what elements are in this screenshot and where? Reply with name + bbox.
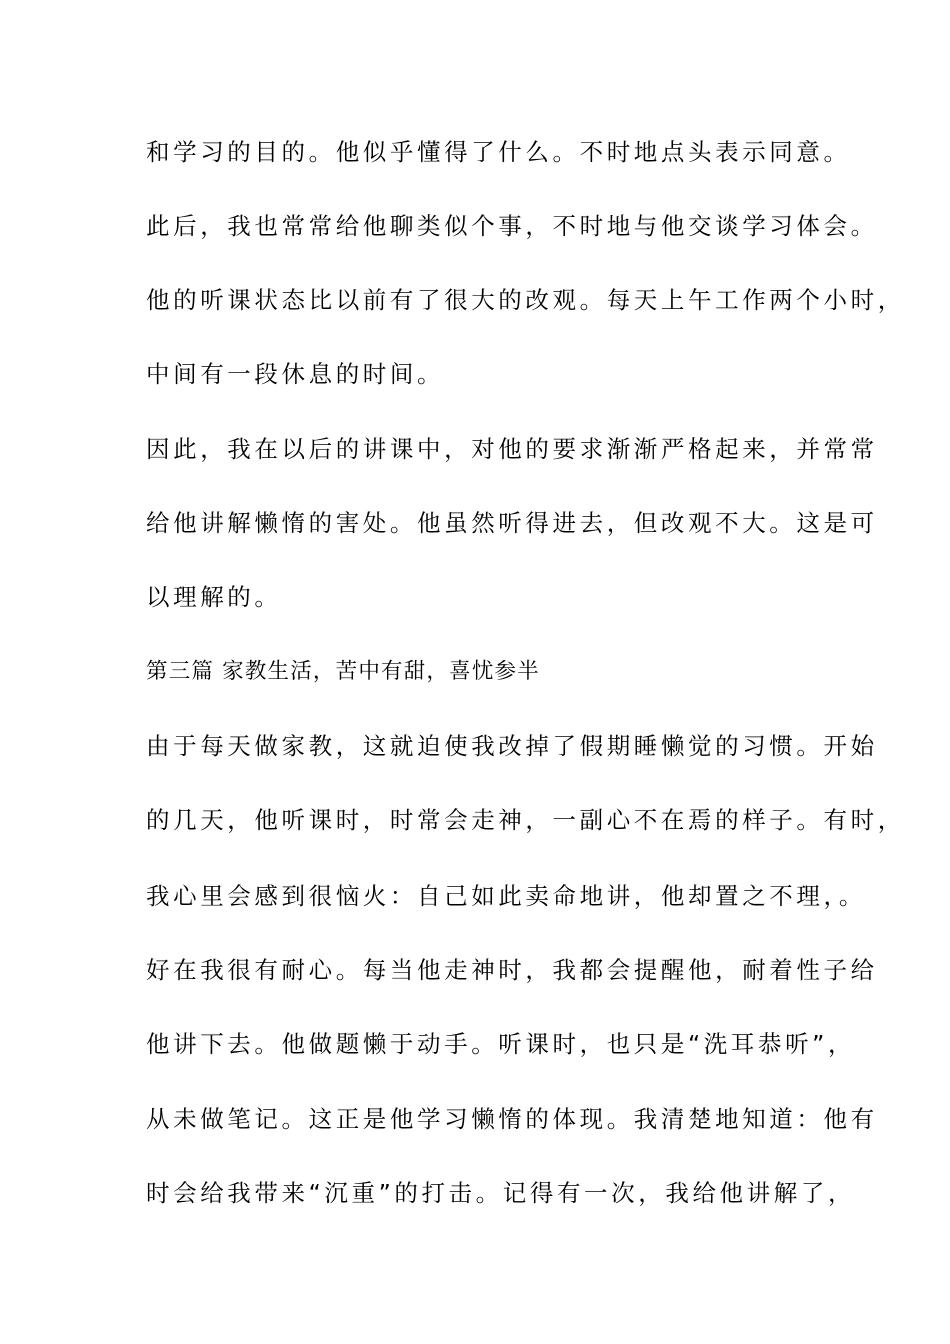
text-line: 中间有一段休息的时间。 bbox=[146, 360, 445, 388]
section-heading: 第三篇 家教生活，苦中有甜，喜忧参半 bbox=[146, 659, 540, 684]
text-line: 因此，我在以后的讲课中，对他的要求渐渐严格起来，并常常 bbox=[146, 435, 878, 463]
text-line: 从未做笔记。这正是他学习懒惰的体现。我清楚地知道：他有 bbox=[146, 1105, 878, 1133]
text-line: 由于每天做家教，这就迫使我改掉了假期睡懒觉的习惯。开始 bbox=[146, 732, 878, 760]
text-line: 他的听课状态比以前有了很大的改观。每天上午工作两个小时， bbox=[146, 286, 905, 314]
text-line: 此后，我也常常给他聊类似个事，不时地与他交谈学习体会。 bbox=[146, 212, 878, 240]
text-line: 以理解的。 bbox=[146, 583, 282, 611]
text-line: 时会给我带来“沉重”的打击。记得有一次，我给他讲解了， bbox=[146, 1179, 856, 1207]
text-line: 好在我很有耐心。每当他走神时，我都会提醒他，耐着性子给 bbox=[146, 956, 878, 984]
text-line: 给他讲解懒惰的害处。他虽然听得进去，但改观不大。这是可 bbox=[146, 509, 878, 537]
text-line: 的几天，他听课时，时常会走神，一副心不在焉的样子。有时， bbox=[146, 806, 905, 834]
text-line: 我心里会感到很恼火：自己如此卖命地讲，他却置之不理，。 bbox=[146, 882, 866, 910]
text-line: 他讲下去。他做题懒于动手。听课时，也只是“洗耳恭听”， bbox=[146, 1030, 856, 1058]
text-line: 和学习的目的。他似乎懂得了什么。不时地点头表示同意。 bbox=[146, 138, 851, 166]
